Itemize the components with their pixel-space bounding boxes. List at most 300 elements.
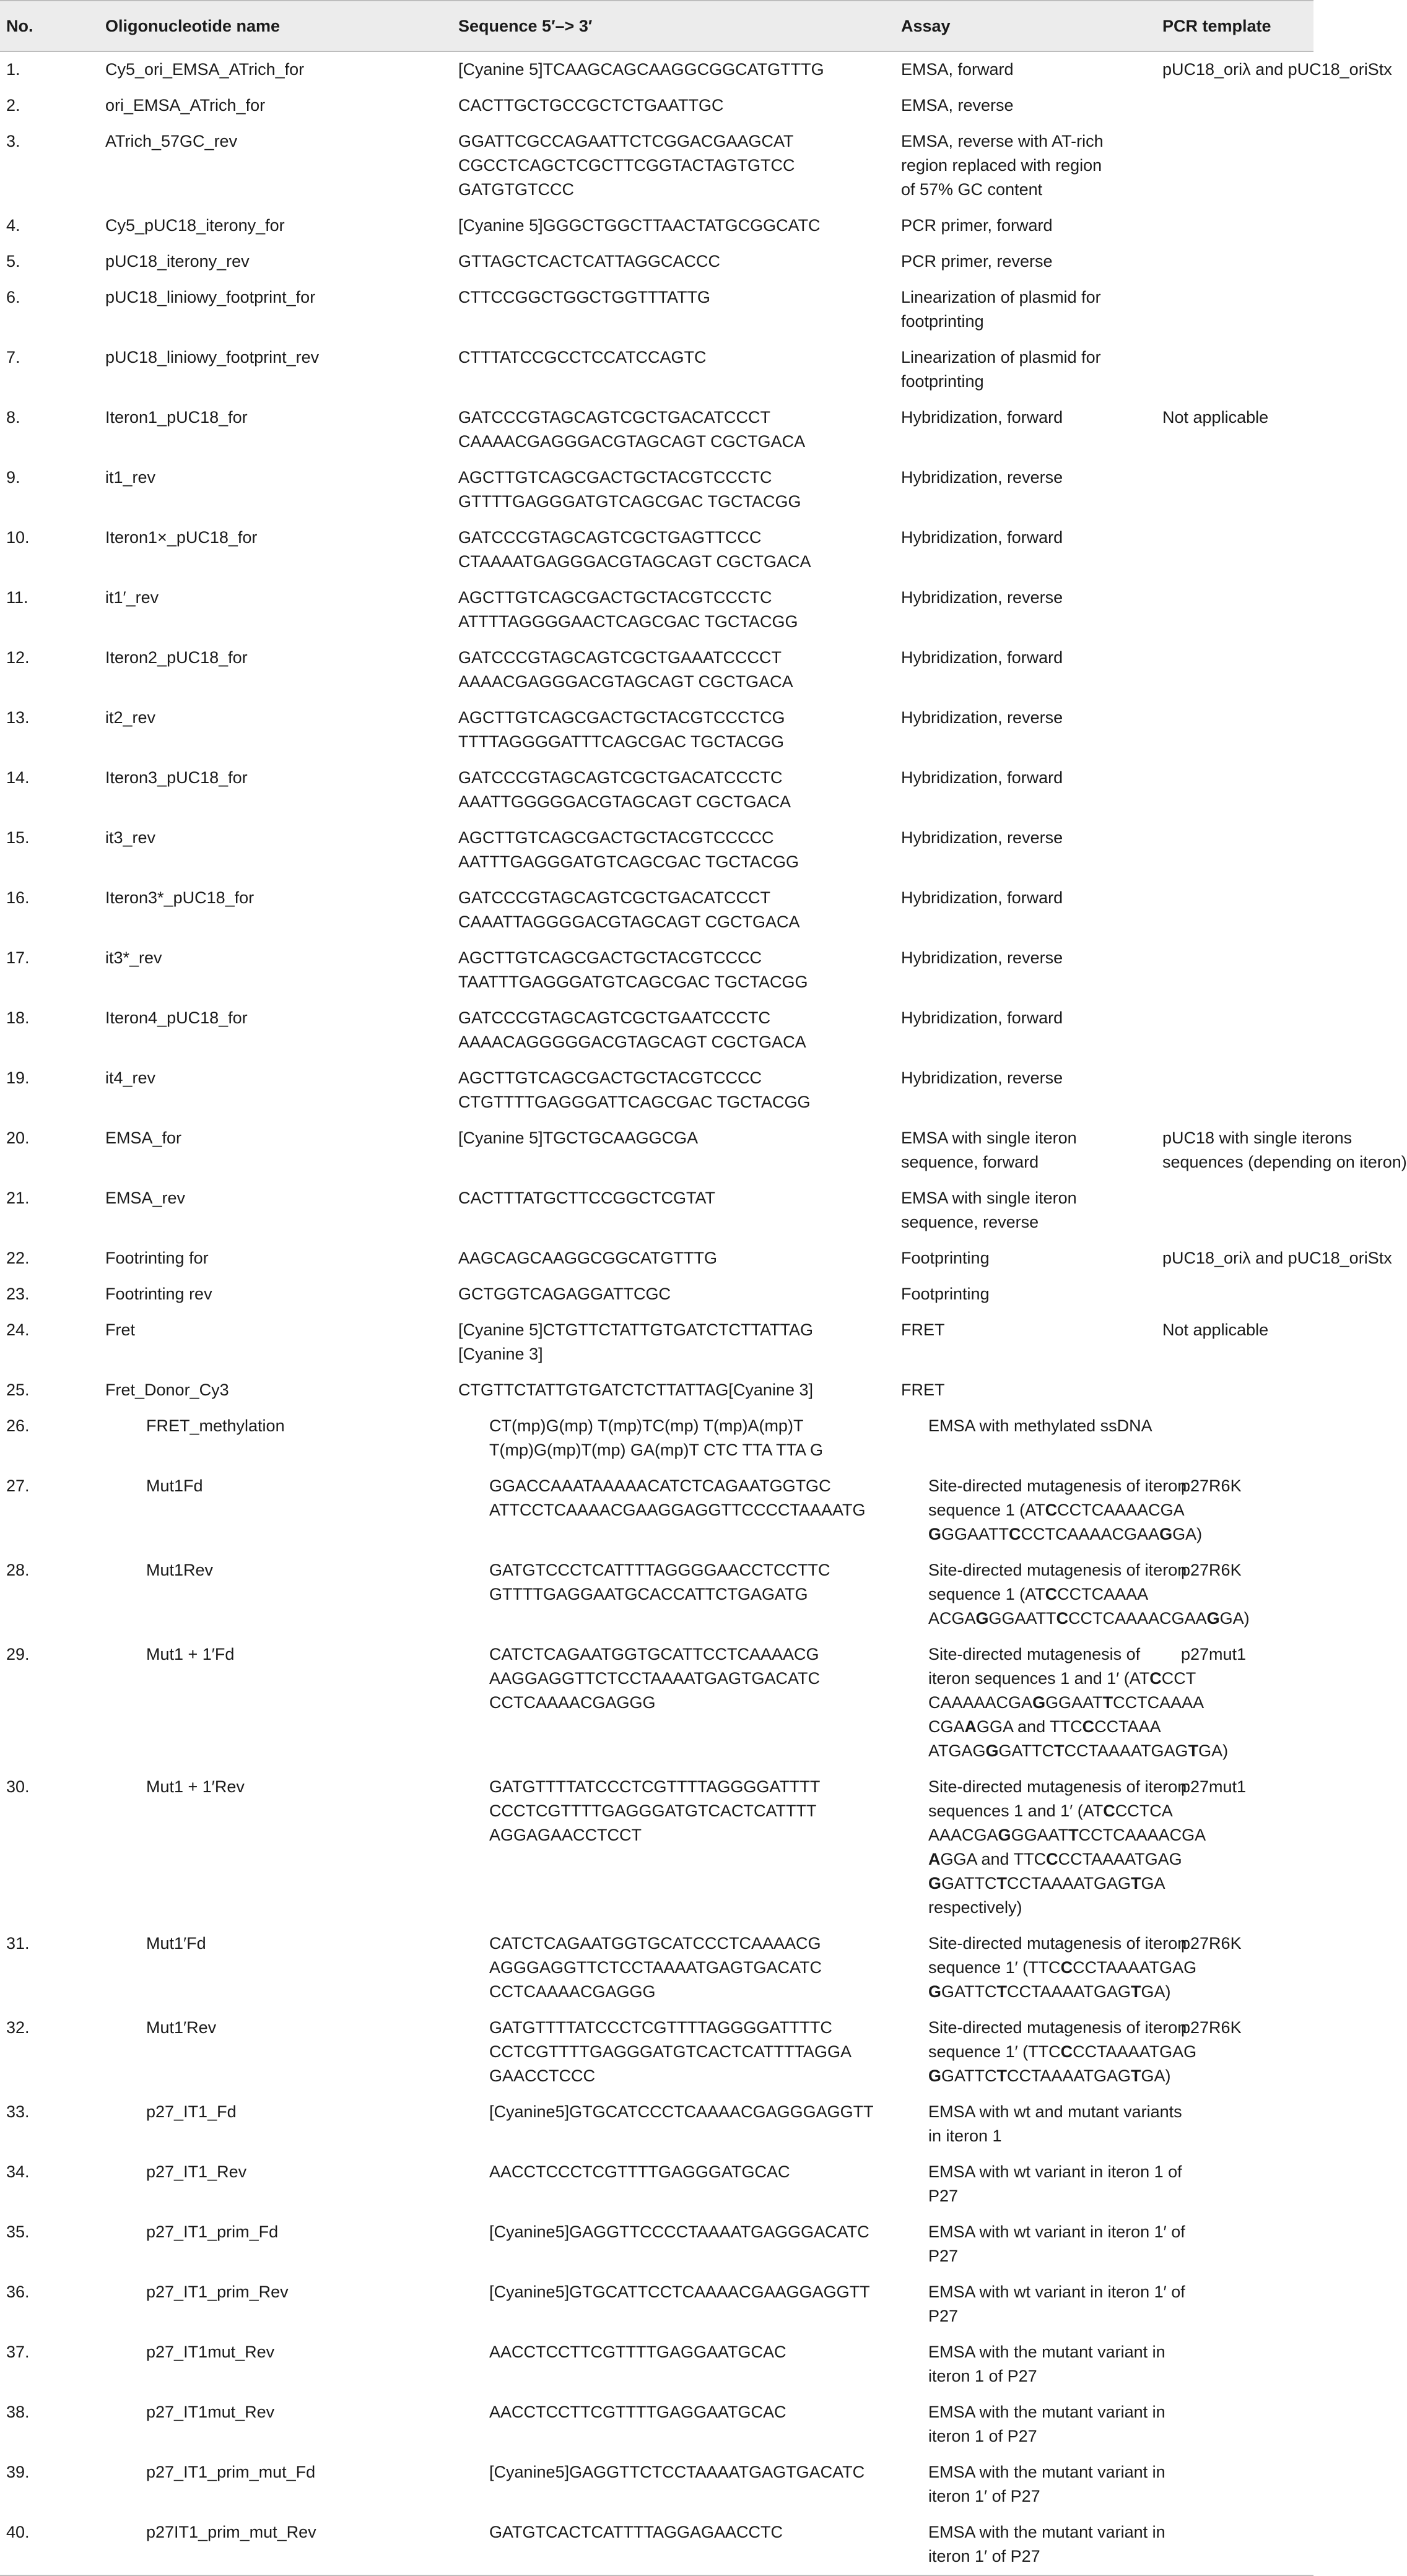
cell-no: 39. — [6, 2463, 30, 2481]
cell-oligo-name: it3*_rev — [105, 948, 162, 967]
cell-sequence-line: CTTTATCCGCCTCCATCCAGTC — [458, 348, 707, 366]
table-row — [0, 2154, 1313, 2214]
cell-pcr-template — [1156, 1373, 1313, 1408]
cell-sequence-line: CTGTTTTGAGGGATTCAGCGAC TGCTACGG — [458, 1093, 811, 1111]
cell-no: 7. — [6, 348, 20, 366]
cell-sequence — [452, 880, 895, 940]
cell-sequence-line: TTTTAGGGGATTTCAGCGAC TGCTACGG — [458, 732, 784, 751]
cell-assay — [895, 51, 1156, 88]
table-row — [0, 124, 1313, 208]
cell-sequence — [452, 460, 895, 520]
cell-assay-line: CGAAGGA and TTCCCCTAAA — [928, 1717, 1161, 1736]
cell-sequence-line: AACCTCCTTCGTTTTGAGGAATGCAC — [489, 2343, 786, 2361]
cell-assay-line: PCR primer, forward — [901, 216, 1053, 235]
cell-no: 8. — [6, 408, 20, 427]
cell-no: 28. — [6, 1561, 30, 1579]
table-body — [0, 51, 1407, 2575]
table-row — [0, 1926, 1313, 2010]
cell-oligo-name: Mut1 + 1′Rev — [146, 1777, 245, 1796]
cell-sequence-line: GATGTTTTATCCCTCGTTTTAGGGGATTTTC — [489, 2018, 832, 2037]
cell-assay-line: Site-directed mutagenesis of iteron — [928, 1477, 1187, 1495]
cell-assay-line: respectively) — [928, 1898, 1022, 1917]
cell-no: 32. — [6, 2018, 30, 2037]
cell-sequence-line: [Cyanine5]GAGGTTCCCCTAAAATGAGGGACATC — [489, 2223, 869, 2241]
table-row — [0, 1277, 1313, 1312]
cell-assay-line: ATGAGGGATTCTCCTAAAATGAGTGA) — [928, 1741, 1229, 1760]
cell-oligo-name: Mut1′Rev — [146, 2018, 217, 2037]
cell-assay — [895, 88, 1156, 124]
cell-assay-line: PCR primer, reverse — [901, 252, 1053, 271]
cell-sequence-line: CT(mp)G(mp) T(mp)TC(mp) T(mp)A(mp)T — [489, 1416, 804, 1435]
cell-sequence-line: GAACCTCCC — [489, 2066, 596, 2085]
cell-oligo-name: Mut1 + 1′Fd — [146, 1645, 235, 1663]
table-row — [0, 1181, 1313, 1241]
cell-assay-line: of 57% GC content — [901, 180, 1043, 199]
cell-assay — [895, 580, 1156, 640]
cell-assay-line: ACGAGGGAATTCCCTCAAAACGAAGGA) — [928, 1609, 1250, 1628]
cell-assay — [895, 1373, 1156, 1408]
cell-no: 5. — [6, 252, 20, 271]
cell-pcr-template — [1156, 1121, 1407, 1181]
cell-assay — [895, 1769, 1206, 1926]
cell-sequence — [452, 700, 895, 760]
cell-sequence-line: GGACCAAATAAAAACATCTCAGAATGGTGC — [489, 1477, 831, 1495]
cell-sequence-line: GATCCCGTAGCAGTCGCTGACATCCCT — [458, 408, 770, 427]
cell-pcr-template — [1156, 1408, 1313, 1468]
table-row — [0, 700, 1313, 760]
cell-assay-line: Hybridization, forward — [901, 1008, 1063, 1027]
cell-no: 12. — [6, 648, 30, 667]
cell-pcr-template — [1156, 2335, 1313, 2395]
cell-pcr-template-line: pUC18 with single iterons — [1162, 1129, 1353, 1147]
cell-sequence — [452, 208, 895, 244]
cell-oligo-name: p27_IT1mut_Rev — [146, 2343, 275, 2361]
cell-assay-line: GGATTCTCCTAAAATGAGTGA — [928, 1874, 1165, 1893]
cell-pcr-template-line: pUC18_oriλ and pUC18_oriStx — [1162, 1249, 1392, 1267]
cell-sequence-line: T(mp)G(mp)T(mp) GA(mp)T CTC TTA TTA G — [489, 1441, 823, 1459]
cell-sequence-line: CTTCCGGCTGGCTGGTTTATTG — [458, 288, 710, 306]
cell-oligo-name: pUC18_iterony_rev — [105, 252, 250, 271]
cell-pcr-template — [1156, 1000, 1313, 1060]
cell-oligo-name: Fret — [105, 1321, 136, 1339]
cell-no: 6. — [6, 288, 20, 306]
table-row — [0, 244, 1313, 280]
table-row — [0, 2395, 1313, 2455]
cell-sequence-line: [Cyanine 5]TGCTGCAAGGCGA — [458, 1129, 699, 1147]
cell-pcr-template-line: p27mut1 — [1181, 1777, 1247, 1796]
cell-assay-line: Hybridization, forward — [901, 768, 1063, 787]
cell-oligo-name: p27_IT1_prim_Rev — [146, 2283, 289, 2301]
header-name: Oligonucleotide name — [99, 1, 452, 51]
cell-sequence-line: [Cyanine5]GTGCATCCCTCAAAACGAGGGAGGTT — [489, 2102, 874, 2121]
cell-assay-line: iteron 1′ of P27 — [928, 2487, 1040, 2505]
cell-assay-line: sequence 1 (ATCCCTCAAAA — [928, 1585, 1149, 1603]
cell-sequence-line: AAAACGAGGGACGTAGCAGT CGCTGACA — [458, 672, 793, 691]
cell-sequence — [452, 1277, 895, 1312]
cell-assay — [895, 1277, 1156, 1312]
cell-assay-line: Hybridization, reverse — [901, 948, 1063, 967]
cell-sequence — [452, 820, 895, 880]
cell-assay — [895, 400, 1156, 460]
cell-no: 9. — [6, 468, 20, 487]
cell-assay-line: EMSA with the mutant variant in — [928, 2463, 1165, 2481]
cell-no: 2. — [6, 96, 20, 115]
cell-sequence-line: AAAACAGGGGGACGTAGCAGT CGCTGACA — [458, 1033, 806, 1051]
cell-sequence-line: AGCTTGTCAGCGACTGCTACGTCCCC — [458, 1069, 762, 1087]
cell-pcr-template — [1156, 640, 1313, 700]
cell-oligo-name: p27_IT1mut_Rev — [146, 2403, 275, 2421]
table-row — [0, 1468, 1313, 1553]
cell-sequence-line: GATGTTTTATCCCTCGTTTTAGGGGATTTT — [489, 1777, 821, 1796]
header-pcr-template: PCR template — [1156, 1, 1313, 51]
cell-sequence — [452, 1312, 895, 1373]
cell-no: 23. — [6, 1285, 30, 1303]
table-row — [0, 1241, 1313, 1277]
header-row — [0, 1, 1313, 51]
cell-sequence-line: GATCCCGTAGCAGTCGCTGAAATCCCCT — [458, 648, 782, 667]
cell-sequence-line: AGGGAGGTTCTCCTAAAATGAGTGACATC — [489, 1958, 822, 1977]
cell-oligo-name: it2_rev — [105, 708, 156, 727]
cell-sequence-line: GCTGGTCAGAGGATTCGC — [458, 1285, 671, 1303]
cell-assay — [895, 2275, 1185, 2335]
cell-oligo-name: FRET_methylation — [146, 1416, 285, 1435]
cell-sequence-line: AGCTTGTCAGCGACTGCTACGTCCCC — [458, 948, 762, 967]
cell-pcr-template — [1156, 244, 1313, 280]
cell-sequence-line: ATTCCTCAAAACGAAGGAGGTTCCCCTAAAATG — [489, 1501, 866, 1519]
cell-assay — [895, 2515, 1165, 2575]
table-row — [0, 1312, 1313, 1373]
cell-sequence — [452, 2335, 895, 2395]
cell-assay — [895, 760, 1156, 820]
cell-sequence-line: AGCTTGTCAGCGACTGCTACGTCCCTCG — [458, 708, 785, 727]
cell-assay — [895, 2154, 1182, 2214]
cell-no: 25. — [6, 1381, 30, 1399]
cell-sequence-line: AGGAGAACCTCCT — [489, 1826, 642, 1844]
cell-pcr-template — [1156, 820, 1313, 880]
table-row — [0, 940, 1313, 1000]
cell-no: 33. — [6, 2102, 30, 2121]
cell-assay-line: EMSA with wt and mutant variants — [928, 2102, 1182, 2121]
table-row — [0, 51, 1313, 88]
cell-assay — [895, 1000, 1156, 1060]
cell-assay-line: sequence, forward — [901, 1153, 1039, 1171]
cell-sequence — [452, 88, 895, 124]
cell-assay — [895, 2010, 1197, 2094]
cell-no: 20. — [6, 1129, 30, 1147]
cell-sequence — [452, 520, 895, 580]
cell-oligo-name: Iteron1×_pUC18_for — [105, 528, 258, 547]
cell-no: 24. — [6, 1321, 30, 1339]
cell-oligo-name: Iteron2_pUC18_for — [105, 648, 248, 667]
cell-no: 35. — [6, 2223, 30, 2241]
cell-assay-line: Site-directed mutagenesis of iteron — [928, 1777, 1187, 1796]
cell-no: 38. — [6, 2403, 30, 2421]
cell-assay-line: iteron 1 of P27 — [928, 2427, 1037, 2445]
cell-assay-line: Hybridization, reverse — [901, 468, 1063, 487]
cell-sequence-line: CCCTCGTTTTGAGGGATGTCACTCATTTT — [489, 1802, 817, 1820]
cell-assay-line: Linearization of plasmid for — [901, 288, 1101, 306]
cell-oligo-name: it3_rev — [105, 828, 156, 847]
cell-sequence — [452, 244, 895, 280]
cell-oligo-name: Mut1Fd — [146, 1477, 203, 1495]
cell-oligo-name: p27_IT1_prim_mut_Fd — [146, 2463, 316, 2481]
cell-assay-line: AAACGAGGGAATTCCTCAAAACGA — [928, 1826, 1206, 1844]
cell-sequence-line: CACTTTATGCTTCCGGCTCGTAT — [458, 1189, 715, 1207]
cell-pcr-template — [1156, 280, 1313, 340]
cell-no: 22. — [6, 1249, 30, 1267]
cell-sequence — [452, 1181, 895, 1241]
cell-sequence — [452, 2395, 895, 2455]
cell-sequence — [452, 1060, 895, 1121]
table-row — [0, 2335, 1313, 2395]
cell-no: 18. — [6, 1008, 30, 1027]
table-row — [0, 2275, 1313, 2335]
cell-assay-line: GGATTCTCCTAAAATGAGTGA) — [928, 2066, 1171, 2085]
table-row — [0, 1060, 1313, 1121]
cell-sequence-line: CACTTGCTGCCGCTCTGAATTGC — [458, 96, 724, 115]
table-row — [0, 2515, 1313, 2575]
cell-pcr-template-line: sequences (depending on iteron) — [1162, 1153, 1407, 1171]
cell-no: 13. — [6, 708, 30, 727]
table-row — [0, 340, 1313, 400]
cell-assay-line: Hybridization, reverse — [901, 1069, 1063, 1087]
cell-sequence-line: AACCTCCCTCGTTTTGAGGGATGCAC — [489, 2162, 790, 2181]
cell-assay-line: EMSA with the mutant variant in — [928, 2403, 1165, 2421]
cell-assay-line: Site-directed mutagenesis of iteron — [928, 1561, 1187, 1579]
table-row — [0, 1637, 1313, 1769]
cell-sequence-line: TAATTTGAGGGATGTCAGCGAC TGCTACGG — [458, 973, 808, 991]
cell-sequence-line: CAAAACGAGGGACGTAGCAGT CGCTGACA — [458, 432, 806, 451]
cell-pcr-template — [1156, 340, 1313, 400]
cell-assay-line: iteron sequences 1 and 1′ (ATCCCT — [928, 1669, 1196, 1688]
cell-no: 15. — [6, 828, 30, 847]
cell-sequence — [452, 1553, 895, 1637]
cell-no: 21. — [6, 1189, 30, 1207]
cell-sequence-line: AGCTTGTCAGCGACTGCTACGTCCCTC — [458, 468, 772, 487]
cell-assay-line: Hybridization, forward — [901, 888, 1063, 907]
table-row — [0, 2214, 1313, 2275]
cell-no: 34. — [6, 2162, 30, 2181]
cell-assay — [895, 244, 1156, 280]
table-row — [0, 2010, 1313, 2094]
cell-sequence — [452, 124, 895, 208]
cell-oligo-name: p27_IT1_Rev — [146, 2162, 247, 2181]
cell-sequence — [452, 1241, 895, 1277]
cell-no: 4. — [6, 216, 20, 235]
cell-sequence — [452, 1408, 895, 1468]
table-row — [0, 820, 1313, 880]
cell-sequence-line: [Cyanine 3] — [458, 1345, 543, 1363]
cell-sequence-line: CCTCAAAACGAGGG — [489, 1693, 656, 1712]
cell-assay-line: footprinting — [901, 312, 984, 331]
cell-sequence-line: GGATTCGCCAGAATTCTCGGACGAAGCAT — [458, 132, 794, 150]
cell-pcr-template-line: p27R6K — [1181, 2018, 1242, 2037]
table-row — [0, 208, 1313, 244]
cell-oligo-name: Cy5_ori_EMSA_ATrich_for — [105, 60, 305, 79]
cell-sequence-line: AATTTGAGGGATGTCAGCGAC TGCTACGG — [458, 852, 799, 871]
cell-pcr-template — [1156, 124, 1313, 208]
cell-pcr-template — [1156, 700, 1313, 760]
cell-assay-line: Linearization of plasmid for — [901, 348, 1101, 366]
cell-no: 11. — [6, 588, 28, 607]
cell-sequence — [452, 640, 895, 700]
cell-no: 29. — [6, 1645, 30, 1663]
cell-assay — [895, 1121, 1156, 1181]
cell-assay — [895, 940, 1156, 1000]
cell-assay — [895, 1060, 1156, 1121]
cell-oligo-name: EMSA_rev — [105, 1189, 186, 1207]
cell-sequence-line: CCTCGTTTTGAGGGATGTCACTCATTTTAGGA — [489, 2042, 852, 2061]
header-no: No. — [0, 1, 99, 51]
cell-assay-line: EMSA with wt variant in iteron 1′ of — [928, 2223, 1185, 2241]
table-row — [0, 640, 1313, 700]
cell-sequence-line: [Cyanine 5]TCAAGCAGCAAGGCGGCATGTTTG — [458, 60, 824, 79]
cell-assay-line: EMSA, reverse with AT-rich — [901, 132, 1104, 150]
cell-assay-line: sequence, reverse — [901, 1213, 1039, 1231]
cell-sequence — [452, 1121, 895, 1181]
cell-oligo-name: Footrinting for — [105, 1249, 209, 1267]
cell-assay — [895, 2214, 1185, 2275]
cell-pcr-template — [1156, 2395, 1313, 2455]
cell-sequence — [452, 580, 895, 640]
cell-pcr-template — [1156, 1241, 1392, 1277]
cell-assay — [895, 340, 1156, 400]
cell-assay-line: Hybridization, forward — [901, 648, 1063, 667]
table-row — [0, 1000, 1313, 1060]
cell-assay-line: EMSA with wt variant in iteron 1 of — [928, 2162, 1182, 2181]
cell-pcr-template — [1156, 2515, 1313, 2575]
cell-sequence-line: CGCCTCAGCTCGCTTCGGTACTAGTGTCC — [458, 156, 795, 175]
cell-assay-line: iteron 1 of P27 — [928, 2367, 1037, 2385]
table-row — [0, 1408, 1313, 1468]
header-sequence: Sequence 5′–> 3′ — [452, 1, 895, 51]
cell-pcr-template — [1156, 1181, 1313, 1241]
table-row — [0, 2094, 1313, 2154]
cell-assay-line: Footprinting — [901, 1249, 990, 1267]
cell-assay — [895, 1312, 1156, 1373]
cell-sequence — [452, 2214, 895, 2275]
cell-no: 26. — [6, 1416, 30, 1435]
cell-pcr-template — [1156, 580, 1313, 640]
cell-sequence — [452, 940, 895, 1000]
cell-assay-line: Hybridization, reverse — [901, 588, 1063, 607]
cell-pcr-template-line: p27R6K — [1181, 1561, 1242, 1579]
cell-sequence-line: CCTCAAAACGAGGG — [489, 1982, 656, 2001]
cell-assay-line: Hybridization, forward — [901, 528, 1063, 547]
cell-sequence — [452, 1000, 895, 1060]
cell-assay-line: sequence 1′ (TTCCCCTAAAATGAG — [928, 2042, 1197, 2061]
table-row — [0, 580, 1313, 640]
cell-sequence — [452, 280, 895, 340]
cell-assay — [895, 1926, 1197, 2010]
cell-sequence-line: GATGTCCCTCATTTTAGGGGAACCTCCTTC — [489, 1561, 830, 1579]
cell-sequence — [452, 1769, 895, 1926]
cell-assay-line: EMSA with wt variant in iteron 1′ of — [928, 2283, 1185, 2301]
cell-assay-line: EMSA with the mutant variant in — [928, 2523, 1165, 2541]
table-row — [0, 1769, 1313, 1926]
cell-assay-line: Hybridization, reverse — [901, 708, 1063, 727]
cell-assay-line: CAAAAACGAGGGAATTCCTCAAAA — [928, 1693, 1204, 1712]
cell-assay — [895, 1408, 1156, 1468]
cell-sequence-line: AAGCAGCAAGGCGGCATGTTTG — [458, 1249, 718, 1267]
cell-oligo-name: Mut1Rev — [146, 1561, 214, 1579]
cell-sequence — [452, 1637, 895, 1769]
cell-assay-line: footprinting — [901, 372, 984, 391]
cell-sequence — [452, 760, 895, 820]
cell-assay-line: GGGAATTCCCTCAAAACGAAGGA) — [928, 1525, 1203, 1543]
cell-sequence-line: GATCCCGTAGCAGTCGCTGAATCCCTC — [458, 1008, 770, 1027]
cell-sequence-line: GATCCCGTAGCAGTCGCTGACATCCCTC — [458, 768, 783, 787]
cell-assay-line: region replaced with region — [901, 156, 1102, 175]
cell-oligo-name: ori_EMSA_ATrich_for — [105, 96, 266, 115]
cell-assay — [895, 1241, 1156, 1277]
cell-pcr-template — [1156, 880, 1313, 940]
cell-assay-line: P27 — [928, 2187, 959, 2205]
cell-assay — [895, 520, 1156, 580]
cell-assay-line: Site-directed mutagenesis of iteron — [928, 2018, 1187, 2037]
cell-assay — [895, 2094, 1182, 2154]
cell-oligo-name: p27_IT1_prim_Fd — [146, 2223, 279, 2241]
cell-sequence-line: AAATTGGGGGACGTAGCAGT CGCTGACA — [458, 792, 791, 811]
cell-assay-line: sequences 1 and 1′ (ATCCCTCA — [928, 1802, 1173, 1820]
cell-assay — [895, 880, 1156, 940]
cell-no: 19. — [6, 1069, 30, 1087]
cell-oligo-name: it4_rev — [105, 1069, 156, 1087]
cell-no: 16. — [6, 888, 30, 907]
cell-pcr-template — [1156, 760, 1313, 820]
cell-oligo-name: EMSA_for — [105, 1129, 182, 1147]
cell-sequence — [452, 2094, 895, 2154]
table-row — [0, 520, 1313, 580]
cell-assay-line: EMSA with the mutant variant in — [928, 2343, 1165, 2361]
cell-assay-line: GGATTCTCCTAAAATGAGTGA) — [928, 1982, 1171, 2001]
cell-oligo-name: Iteron1_pUC18_for — [105, 408, 248, 427]
cell-assay — [895, 1181, 1156, 1241]
cell-sequence — [452, 2515, 895, 2575]
cell-sequence-line: CATCTCAGAATGGTGCATCCCTCAAAACG — [489, 1934, 821, 1953]
cell-assay-line: AGGA and TTCCCCTAAAATGAG — [928, 1850, 1182, 1868]
cell-assay — [895, 700, 1156, 760]
cell-sequence-line: CTGTTCTATTGTGATCTCTTATTAG[Cyanine 3] — [458, 1381, 813, 1399]
cell-pcr-template — [1156, 940, 1313, 1000]
cell-pcr-template-line: p27R6K — [1181, 1477, 1242, 1495]
cell-sequence-line: ATTTTAGGGGAACTCAGCGAC TGCTACGG — [458, 612, 798, 631]
cell-sequence-line: [Cyanine 5]CTGTTCTATTGTGATCTCTTATTAG — [458, 1321, 813, 1339]
cell-pcr-template-line: p27R6K — [1181, 1934, 1242, 1953]
cell-assay — [895, 124, 1156, 208]
cell-assay-line: Hybridization, reverse — [901, 828, 1063, 847]
cell-oligo-name: Mut1′Fd — [146, 1934, 206, 1953]
cell-sequence-line: [Cyanine 5]GGGCTGGCTTAACTATGCGGCATC — [458, 216, 821, 235]
cell-assay-line: iteron 1′ of P27 — [928, 2547, 1040, 2565]
cell-assay-line: FRET — [901, 1321, 945, 1339]
cell-assay-line: Hybridization, forward — [901, 408, 1063, 427]
cell-oligo-name: p27_IT1_Fd — [146, 2102, 237, 2121]
cell-assay-line: EMSA with single iteron — [901, 1189, 1077, 1207]
cell-assay-line: sequence 1 (ATCCCTCAAAACGA — [928, 1501, 1185, 1519]
header-assay: Assay — [895, 1, 1156, 51]
cell-no: 37. — [6, 2343, 30, 2361]
cell-oligo-name: it1′_rev — [105, 588, 159, 607]
cell-no: 17. — [6, 948, 30, 967]
cell-no: 1. — [6, 60, 20, 79]
cell-no: 36. — [6, 2283, 30, 2301]
cell-sequence — [452, 340, 895, 400]
cell-sequence-line: CAAATTAGGGGACGTAGCAGT CGCTGACA — [458, 913, 800, 931]
cell-no: 14. — [6, 768, 30, 787]
cell-sequence-line: AGCTTGTCAGCGACTGCTACGTCCCTC — [458, 588, 772, 607]
cell-sequence — [452, 400, 895, 460]
